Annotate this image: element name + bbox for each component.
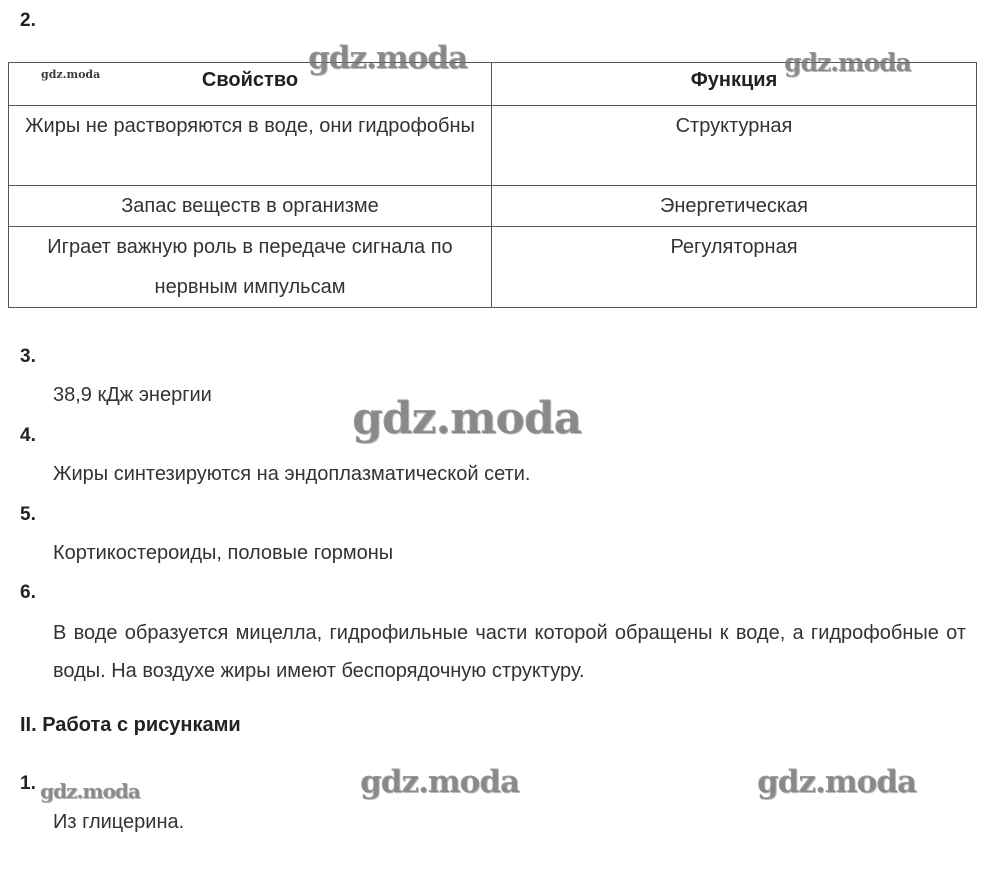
table-cell-function: Регуляторная: [492, 227, 977, 308]
question-6-number: 6.: [20, 582, 36, 603]
question-3-number: 3.: [20, 346, 36, 367]
table-cell-function: Структурная: [492, 106, 977, 186]
question-2-number: 2.: [20, 10, 36, 31]
question-3-answer: 38,9 кДж энергии: [53, 384, 212, 406]
watermark-logo: gdz.moda: [757, 764, 916, 800]
table-cell-property: Запас веществ в организме: [9, 186, 492, 227]
watermark-logo: gdz.moda: [40, 779, 140, 803]
table-header-function: Функция: [492, 63, 977, 106]
table-cell-property: Жиры не растворяются в воде, они гидрофобны: [9, 106, 492, 186]
section-2-question-1-answer: Из глицерина.: [53, 811, 185, 833]
watermark-logo: gdz.moda: [41, 68, 101, 81]
section-2-question-1-number: 1.: [20, 773, 36, 794]
question-4-number: 4.: [20, 425, 36, 446]
section-title: II. Работа с рисунками: [20, 714, 241, 736]
table-row: [9, 227, 977, 308]
table-cell-property: Играет важную роль в передаче сигнала по нервным импульсам: [9, 227, 492, 308]
table-row: [9, 106, 977, 186]
table-cell-function: Энергетическая: [492, 186, 977, 227]
table-header-property: Свойство: [9, 63, 492, 106]
property-function-table: [8, 62, 977, 308]
watermark-logo: gdz.moda: [360, 764, 519, 800]
watermark-logo: gdz.moda: [308, 40, 467, 76]
question-5-answer: Кортикостероиды, половые гормоны: [53, 542, 394, 564]
table-row: [9, 186, 977, 227]
question-6-answer: В воде образуется мицелла, гидрофильные части которой обращены к воде, а гидрофобные от воды. На воздухе жиры имеют беспорядочную структуру.: [53, 622, 966, 682]
watermark-logo: gdz.moda: [352, 393, 582, 444]
question-4-answer: Жиры синтезируются на эндоплазматической сети.: [53, 463, 531, 485]
question-5-number: 5.: [20, 504, 36, 525]
watermark-logo: gdz.moda: [784, 48, 911, 77]
